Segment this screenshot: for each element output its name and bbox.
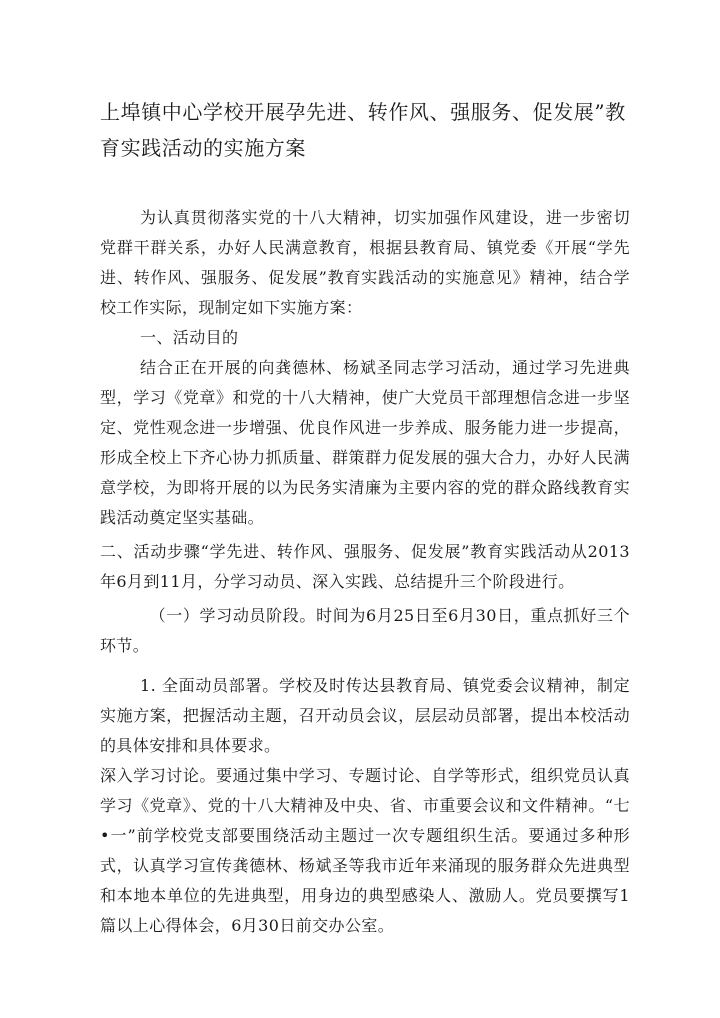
section-heading-steps: 二、活动步骤“学先进、转作风、强服务、促发展”教育实践活动从2013年6月到11月，分学习动员、深入实践、总结提升三个阶段进行。 — [100, 542, 630, 591]
step-one-paragraph: 1. 全面动员部署。学校及时传达县教育局、镇党委会议精神，制定实施方案，把握活动主题，召开动员会议，层层动员部署，提出本校活动的具体安排和具体要求。 — [100, 676, 630, 755]
purpose-paragraph: 结合正在开展的向龚德林、杨斌圣同志学习活动，通过学习先进典型，学习《党章》和党的十八大精神，使广大党员干部理想信念进一步坚定、党性观念进一步增强、优良作风进一步养成、服务能力进一步提高，形成全校上下齐心协力抓质量、群策群力促发展的强大合力，办好人民满意学校，为即将开展的以为民务实清廉为主要内容的党的群众路线教育实践活动奠定坚实基础。 — [100, 358, 630, 527]
document-body — [100, 203, 630, 941]
intro-paragraph: 为认真贯彻落实党的十八大精神，切实加强作风建设，进一步密切党群干群关系，办好人民满意教育，根据县教育局、镇党委《开展“学先进、转作风、强服务、促发展”教育实践活动的实施意见》精神，结合学校工作实际，现制定如下实施方案： — [100, 208, 630, 317]
document-title: 上埠镇中心学校开展孕先进、转作风、强服务、促发展”教育实践活动的实施方案 — [100, 100, 626, 160]
section-heading-purpose: 一、活动目的 — [140, 328, 239, 347]
stage-one-paragraph: （一）学习动员阶段。时间为6月25日至6月30日，重点抓好三个环节。 — [100, 606, 630, 655]
study-discussion-paragraph: 深入学习讨论。要通过集中学习、专题讨论、自学等形式，组织党员认真学习《党章》、党的十八大精神及中央、省、市重要会议和文件精神。“七•一”前学校党支部要围绕活动主题过一次专题组织生活。要通过多种形式，认真学习宣传龚德林、杨斌圣等我市近年来涌现的服务群众先进典型和本地本单位的先进典型，用身边的典型感染人、激励人。党员要撰写1篇以上心得体会，6月30日前交办公室。 — [100, 766, 630, 935]
